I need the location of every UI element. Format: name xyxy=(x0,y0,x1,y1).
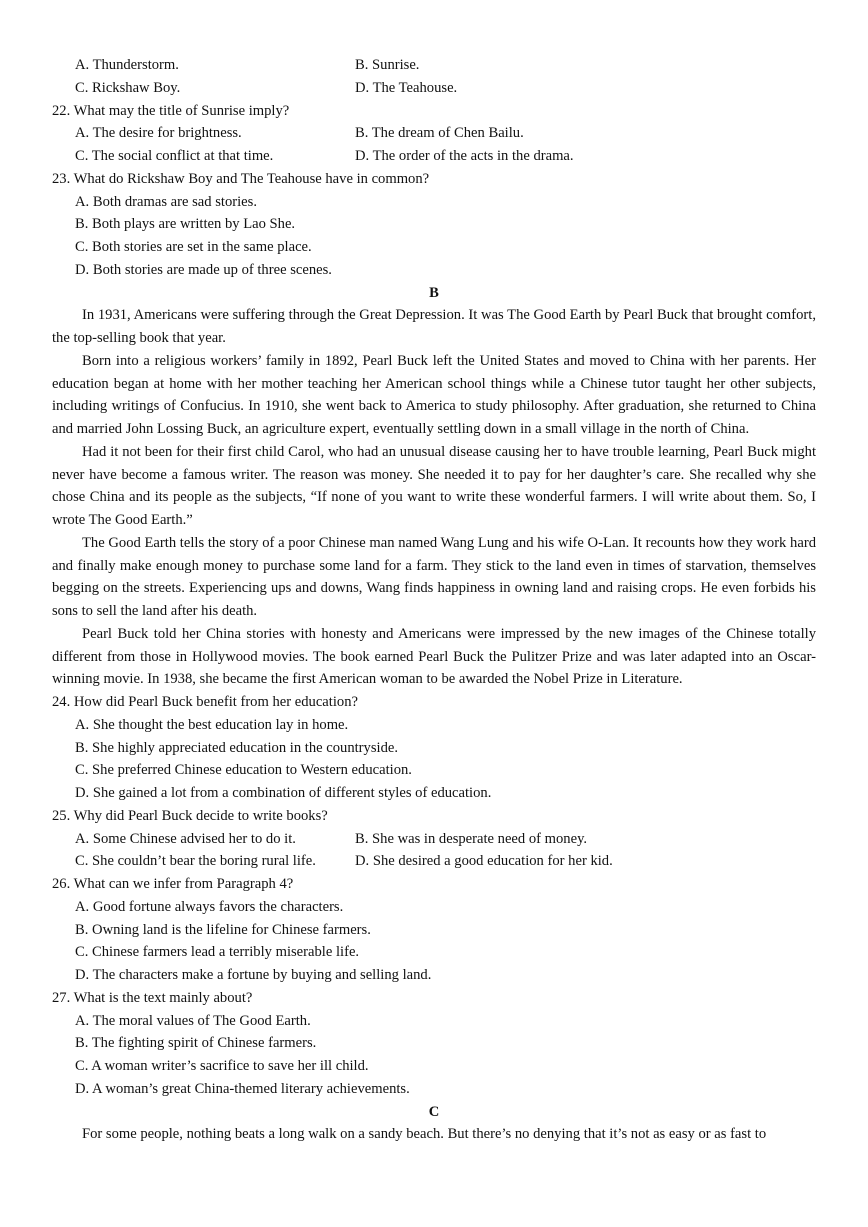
section-b-paragraph-3: Had it not been for their first child Carol, who had an unusual disease causing her to have trouble learning, Pearl Buck might never have become a famous writer. The reason was money. She needed it to pay for her daughter’s care. She recalled why she chose China and its people as the subjects, “If none of you want to write these wonderful farmers. I will write about them. So, I wrote The Good Earth.” xyxy=(52,443,816,528)
q27-stem: 27. What is the text mainly about? xyxy=(52,989,253,1006)
q25-option-b: B. She was in desperate need of money. xyxy=(355,830,588,847)
section-b-heading: B xyxy=(429,284,439,301)
q21-options-row-2 xyxy=(52,77,816,100)
q22-options-row-2 xyxy=(52,145,816,168)
q21-options-row-1 xyxy=(52,54,816,77)
q25-option-c: C. She couldn’t bear the boring rural life. xyxy=(75,853,316,870)
q27-option-b: B. The fighting spirit of Chinese farmers. xyxy=(75,1035,317,1052)
q26-option-b: B. Owning land is the lifeline for Chinese farmers. xyxy=(75,921,371,938)
q26-option-c: C. Chinese farmers lead a terribly miserable life. xyxy=(75,944,360,961)
q23-stem: 23. What do Rickshaw Boy and The Teahouse have in common? xyxy=(52,170,430,187)
q24-option-a: A. She thought the best education lay in home. xyxy=(75,716,349,733)
q21-option-a: A. Thunderstorm. xyxy=(75,57,179,73)
q23-option-c: C. Both stories are set in the same place. xyxy=(75,239,312,255)
q25-stem: 25. Why did Pearl Buck decide to write books? xyxy=(52,807,328,824)
q24-option-c: C. She preferred Chinese education to Western education. xyxy=(75,762,412,779)
q23-option-b: B. Both plays are written by Lao She. xyxy=(75,216,296,233)
section-c-paragraph-1: For some people, nothing beats a long walk on a sandy beach. But there’s no denying that it’s not as easy or as fast to xyxy=(82,1126,767,1143)
q22-option-d: D. The order of the acts in the drama. xyxy=(355,148,574,164)
q25-options-row-2 xyxy=(52,850,816,873)
section-b-paragraph-2: Born into a religious workers’ family in 1892, Pearl Buck left the United States and moved to China with her parents. Her education began at home with her mother teaching her American school things while a Chinese tutor taught her other subjects, including writings of Confucius. In 1910, she went back to America to study philosophy. After graduation, she returned to China and married John Lossing Buck, an agriculture expert, eventually settling down in a small village in the north of China. xyxy=(52,352,816,437)
q24-option-d: D. She gained a lot from a combination of different styles of education. xyxy=(75,785,492,801)
q26-stem: 26. What can we infer from Paragraph 4? xyxy=(52,876,294,892)
q21-option-d: D. The Teahouse. xyxy=(355,79,458,96)
q23-option-a: A. Both dramas are sad stories. xyxy=(75,193,257,210)
q21-option-b: B. Sunrise. xyxy=(355,57,420,73)
q24-stem: 24. How did Pearl Buck benefit from her education? xyxy=(52,694,358,710)
q22-option-c: C. The social conflict at that time. xyxy=(75,148,274,164)
section-b-paragraph-1: In 1931, Americans were suffering through the Great Depression. It was The Good Earth by Pearl Buck that brought comfort, the top-selling book that year. xyxy=(52,307,816,346)
q21-option-c: C. Rickshaw Boy. xyxy=(75,79,181,96)
q25-options-row-1 xyxy=(52,828,816,851)
section-c-heading: C xyxy=(428,1103,440,1120)
exam-page xyxy=(52,54,816,1146)
q26-option-d: D. The characters make a fortune by buying and selling land. xyxy=(75,967,432,983)
q25-option-d: D. She desired a good education for her kid. xyxy=(355,853,613,870)
q22-option-b: B. The dream of Chen Bailu. xyxy=(355,125,524,142)
q27-option-a: A. The moral values of The Good Earth. xyxy=(75,1012,311,1029)
section-b-paragraph-5: Pearl Buck told her China stories with honesty and Americans were impressed by the new images of the Chinese totally different from those in Hollywood movies. The book earned Pearl Buck the Pulitzer Prize and was later adapted into an Oscar-winning movie. In 1938, she became the first American woman to be awarded the Nobel Prize in Literature. xyxy=(52,625,816,688)
q27-option-d: D. A woman’s great China-themed literary achievements. xyxy=(75,1080,410,1097)
q25-option-a: A. Some Chinese advised her to do it. xyxy=(75,830,296,847)
section-b-paragraph-4: The Good Earth tells the story of a poor Chinese man named Wang Lung and his wife O-Lan. It recounts how they work hard and finally make enough money to purchase some land for a farm. They stick to the land even in times of starvation, themselves begging on the streets. Experiencing ups and downs, Wang finds happiness in owning land and raising crops. He even forbids his sons to sell the land after his death. xyxy=(52,534,816,619)
q22-stem: 22. What may the title of Sunrise imply? xyxy=(52,102,290,119)
q22-options-row-1 xyxy=(52,122,816,145)
q27-option-c: C. A woman writer’s sacrifice to save her ill child. xyxy=(75,1058,369,1074)
q23-option-d: D. Both stories are made up of three scenes. xyxy=(75,261,332,278)
q26-option-a: A. Good fortune always favors the characters. xyxy=(75,898,344,915)
q24-option-b: B. She highly appreciated education in the countryside. xyxy=(75,739,399,756)
q22-option-a: A. The desire for brightness. xyxy=(75,125,242,142)
